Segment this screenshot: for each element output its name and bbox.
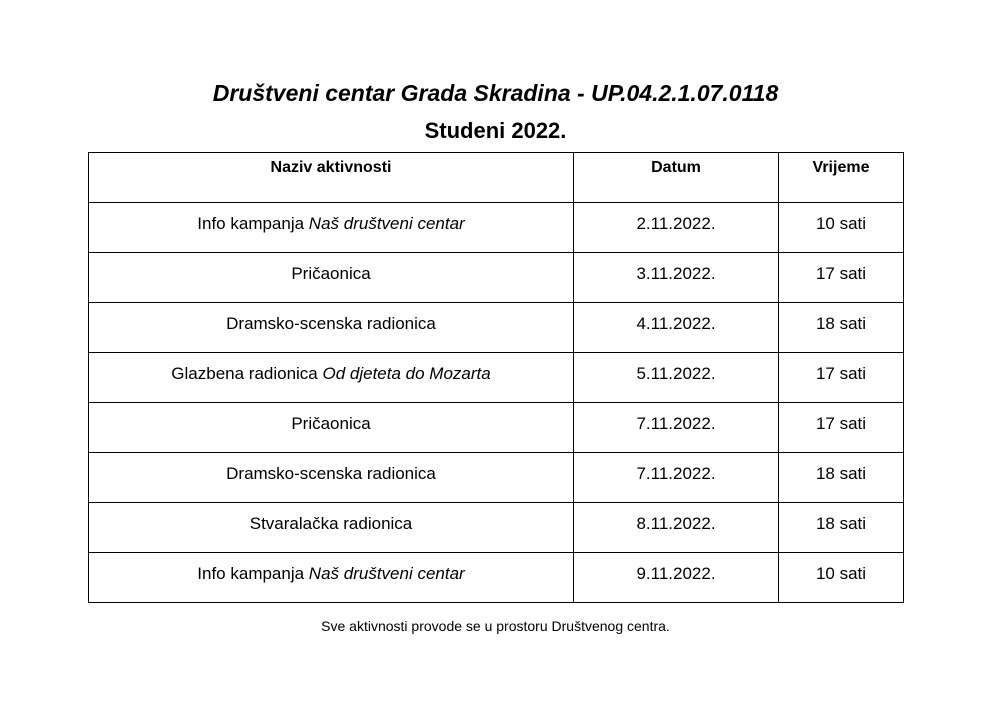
activity-schedule-table [88,152,904,603]
activity-time: 10 sati [779,203,904,253]
activity-name: Pričaonica [291,414,371,433]
activity-date: 4.11.2022. [574,303,779,353]
activity-name-cell [89,303,574,353]
activity-name: Info kampanja [197,564,309,583]
activity-name-cell [89,353,574,403]
activity-date: 3.11.2022. [574,253,779,303]
activity-name-cell [89,403,574,453]
activity-date: 9.11.2022. [574,553,779,603]
activity-time: 18 sati [779,303,904,353]
activity-time: 17 sati [779,403,904,453]
table-body [89,203,904,603]
activity-name: Pričaonica [291,264,371,283]
table-row [89,553,904,603]
activity-name: Dramsko-scenska radionica [226,314,436,333]
activity-time: 17 sati [779,353,904,403]
header-activity-name: Naziv aktivnosti [89,153,574,203]
table-row [89,453,904,503]
activity-name-cell [89,453,574,503]
activity-time: 17 sati [779,253,904,303]
document-title: Društveni centar Grada Skradina - UP.04.2.1.07.0118 [212,80,779,106]
activity-name: Dramsko-scenska radionica [226,464,436,483]
activity-date: 8.11.2022. [574,503,779,553]
table-header-row [89,153,904,203]
table-row [89,303,904,353]
activity-name: Info kampanja [197,214,309,233]
activity-name: Stvaralačka radionica [249,514,413,533]
table-row [89,253,904,303]
table-row [89,203,904,253]
activity-name-cell [89,503,574,553]
activity-name-italic: Naš društveni centar [308,214,465,233]
activity-date: 7.11.2022. [574,453,779,503]
activity-name-cell [89,203,574,253]
header-date: Datum [574,153,779,203]
activity-name-italic: Naš društveni centar [308,564,465,583]
activity-date: 5.11.2022. [574,353,779,403]
table-row [89,353,904,403]
table-row [89,503,904,553]
activity-date: 2.11.2022. [574,203,779,253]
document-subtitle: Studeni 2022. [424,118,567,143]
header-time: Vrijeme [779,153,904,203]
activity-name-cell [89,553,574,603]
activity-time: 18 sati [779,503,904,553]
activity-name-cell [89,253,574,303]
activity-date: 7.11.2022. [574,403,779,453]
activity-time: 10 sati [779,553,904,603]
activity-name-italic: Od djeteta do Mozarta [322,364,491,383]
activity-time: 18 sati [779,453,904,503]
footnote: Sve aktivnosti provode se u prostoru Društvenog centra. [321,618,670,634]
activity-name: Glazbena radionica [171,364,323,383]
table-row [89,403,904,453]
